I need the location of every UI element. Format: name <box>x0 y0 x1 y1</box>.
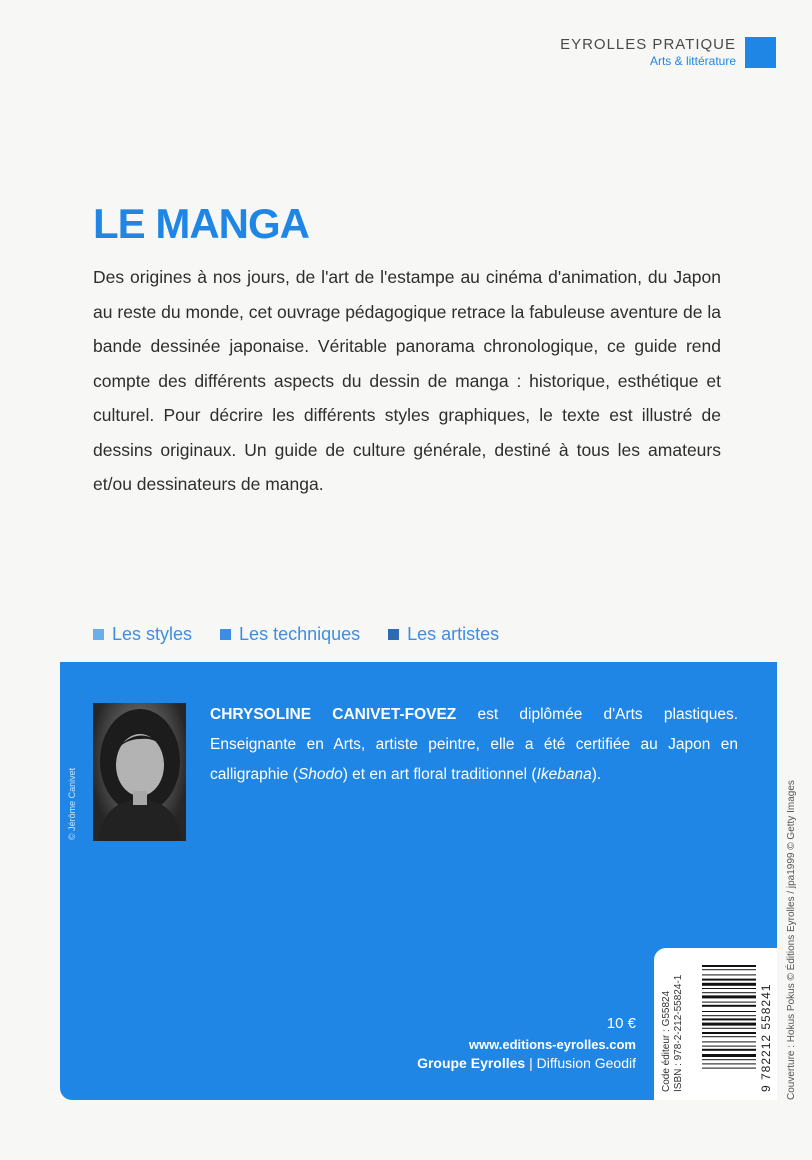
bio-term: Shodo <box>297 766 343 783</box>
topic-techniques <box>220 624 360 645</box>
topic-styles <box>93 624 192 645</box>
bullet-square-icon <box>220 629 231 640</box>
publisher-website: www.editions-eyrolles.com <box>468 1037 636 1052</box>
barcode-digits: 9 782212 558241 <box>759 983 773 1092</box>
barcode-codes <box>661 975 685 1092</box>
publisher-line <box>380 1055 636 1071</box>
author-name: CHRYSOLINE CANIVET-FOVEZ <box>210 706 457 723</box>
publisher-distribution: Diffusion Geodif <box>536 1055 636 1071</box>
topic-label: Les artistes <box>407 624 500 644</box>
bullet-square-icon <box>388 629 399 640</box>
topic-artists <box>388 624 499 645</box>
series-subtitle: Arts & littérature <box>649 54 736 68</box>
topic-list <box>93 624 499 645</box>
bio-text: est diplômée d'Arts plastiques. Enseignante en Arts, artiste peintre, elle a été certifiée au Japon en calligraphie ( <box>210 706 738 783</box>
bio-text: ). <box>591 766 602 783</box>
author-photo <box>93 703 186 841</box>
portrait-icon <box>93 703 186 841</box>
bio-text: ) et en art floral traditionnel ( <box>342 766 537 783</box>
bio-term: Ikebana <box>536 766 592 783</box>
series-square <box>745 37 776 68</box>
photo-credit: © Jérôme Canivet <box>67 767 77 840</box>
series-name: EYROLLES PRATIQUE <box>560 36 736 53</box>
barcode-icon <box>702 965 756 1093</box>
price: 10 € <box>606 1015 636 1032</box>
publisher-group: Groupe Eyrolles <box>417 1055 526 1071</box>
book-title: LE MANGA <box>93 200 309 247</box>
series-label <box>560 36 736 68</box>
topic-label: Les techniques <box>239 624 361 644</box>
cover-credit: Couverture : Hokus Pokus © Éditions Eyrolles / jpa1999 © Getty Images <box>786 780 797 1100</box>
topic-label: Les styles <box>112 624 193 644</box>
publisher-separator: | <box>525 1055 537 1071</box>
author-bio <box>210 700 738 790</box>
isbn: ISBN : 978-2-212-55824-1 <box>673 974 684 1092</box>
editor-code: Code éditeur : G55824 <box>661 990 672 1092</box>
book-description: Des origines à nos jours, de l'art de l'estampe au cinéma d'animation, du Japon au reste du monde, cet ouvrage pédagogique retrace la fabuleuse aventure de la bande dessinée japonaise. Véritable panorama chronologique, ce guide rend compte des différents aspects du dessin de manga : historique, esthétique et culturel. Pour décrire les différents styles graphiques, le texte est illustré de dessins originaux. Un guide de culture générale, destiné à tous les amateurs et/ou dessinateurs de manga. <box>93 267 721 494</box>
bullet-square-icon <box>93 629 104 640</box>
